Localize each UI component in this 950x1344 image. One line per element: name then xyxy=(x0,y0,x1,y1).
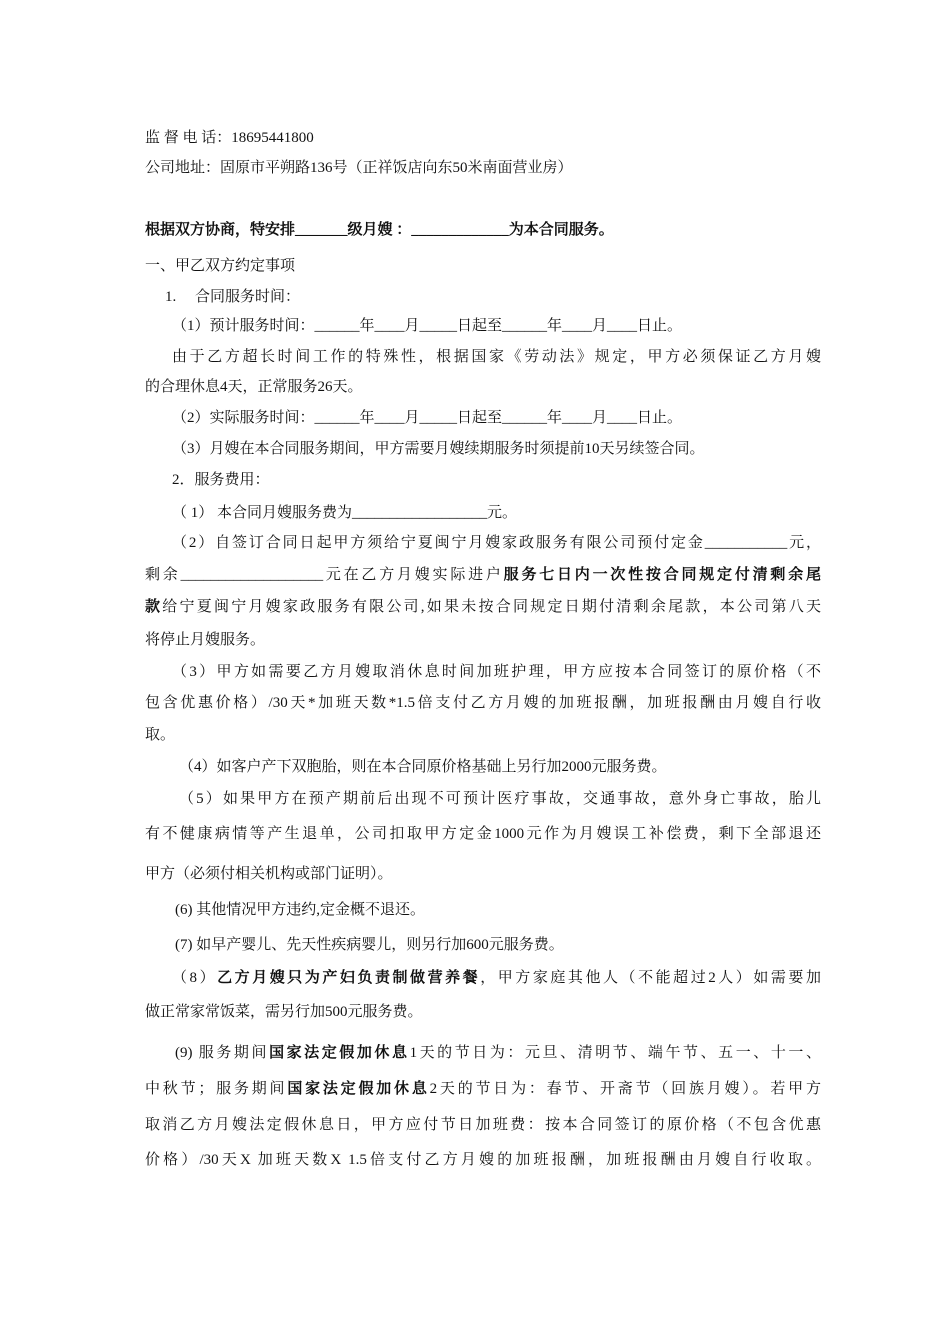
text-line xyxy=(145,789,821,809)
text: 2天的节日为：春节、开斋节（回族月嫂）。若甲方 xyxy=(429,1081,821,1097)
bold-text: 国家法定假加休息 xyxy=(287,1081,430,1097)
text: 价格）/30天X 加班天数X 1.5倍支付乙方月嫂的加班报酬，加班报酬由月嫂自行收取。 xyxy=(145,1152,821,1168)
text: 中秋节；服务期间 xyxy=(145,1081,288,1097)
text: 2．服务费用： xyxy=(172,472,270,488)
text: （3）月嫂在本合同服务期间，甲方需要月嫂续期服务时须提前10天另续签合同。 xyxy=(172,441,705,457)
text: （5）如果甲方在预产期前后出现不可预计医疗事故，交通事故，意外身亡事故，胎儿 xyxy=(179,791,821,807)
text: 给宁夏闽宁月嫂家政服务有限公司,如果未按合同规定日期付清剩余尾款，本公司第八天 xyxy=(162,599,821,615)
text: (6) 其他情况甲方违约,定金概不退还。 xyxy=(175,902,425,918)
text-line xyxy=(145,503,517,523)
text: 监 督 电 话：18695441800 xyxy=(145,130,314,146)
text: （4）如客户产下双胞胎，则在本合同原价格基础上另行加2000元服务费。 xyxy=(179,759,667,775)
text: 包含优惠价格）/30天*加班天数*1.5倍支付乙方月嫂的加班报酬，加班报酬由月嫂自行收 xyxy=(145,695,821,711)
text: 做正常家常饭菜，需另行加500元服务费。 xyxy=(145,1004,423,1020)
text-line xyxy=(145,470,270,490)
text: 一、甲乙双方约定事项 xyxy=(145,258,296,274)
text-line xyxy=(145,220,614,240)
text: 1. 合同服务时间： xyxy=(165,289,301,305)
text: ，甲方家庭其他人（不能超过2人）如需要加 xyxy=(480,970,821,986)
bold-text: 根据双方协商，特安排_______级月嫂 ：_____________为本合同服务。 xyxy=(145,222,614,238)
text: （ 1） 本合同月嫂服务费为__________________元。 xyxy=(172,505,518,521)
text: 剩余___________________元在乙方月嫂实际进户 xyxy=(145,567,504,583)
text-line xyxy=(145,128,314,148)
text-line xyxy=(145,900,425,920)
text: (9) 服务期间 xyxy=(175,1045,270,1061)
text: （3）甲方如需要乙方月嫂取消休息时间加班护理，甲方应按本合同签订的原价格（不 xyxy=(172,664,821,680)
text-line xyxy=(145,968,821,988)
text-line xyxy=(145,533,821,553)
text-line xyxy=(145,408,682,428)
text-line xyxy=(145,1079,821,1099)
text-line xyxy=(145,439,705,459)
text-line xyxy=(145,1115,821,1135)
bold-text: 乙方月嫂只为产妇负责制做营养餐 xyxy=(217,970,481,986)
text: （2）自签订合同日起甲方须给宁夏闽宁月嫂家政服务有限公司预付定金___________元， xyxy=(172,535,821,551)
text-line xyxy=(145,565,821,585)
text-line xyxy=(145,597,821,617)
text: 取消乙方月嫂法定假休息日，甲方应付节日加班费：按本合同签订的原价格（不包含优惠 xyxy=(145,1117,821,1133)
text: 甲方（必须付相关机构或部门证明）。 xyxy=(145,866,393,882)
text-line xyxy=(145,377,363,397)
text: 由于乙方超长时间工作的特殊性，根据国家《劳动法》规定，甲方必须保证乙方月嫂 xyxy=(172,349,821,365)
text: 公司地址：固原市平朔路136号（正祥饭店向东50米南面营业房） xyxy=(145,160,573,176)
text-line xyxy=(145,693,821,713)
text-line xyxy=(145,864,393,884)
text-line xyxy=(145,316,682,336)
text-line xyxy=(145,287,300,307)
text-line xyxy=(145,256,295,276)
text-line xyxy=(145,1043,821,1063)
text-line xyxy=(145,1002,423,1022)
text: 将停止月嫂服务。 xyxy=(145,632,266,648)
text: 取。 xyxy=(145,727,176,743)
bold-text: 服务七日内一次性按合同规定付清剩余尾 xyxy=(503,567,821,583)
text-line xyxy=(145,630,265,650)
text: 有不健康病情等产生退单，公司扣取甲方定金1000元作为月嫂误工补偿费，剩下全部退还 xyxy=(145,826,821,842)
text: （8） xyxy=(172,970,218,986)
text-line xyxy=(145,158,573,178)
text-line xyxy=(145,757,667,777)
text: （1）预计服务时间：______年____月_____日起至______年____月____日止。 xyxy=(172,318,683,334)
text: （2）实际服务时间：______年____月_____日起至______年____月____日止。 xyxy=(172,410,683,426)
text-line xyxy=(145,824,821,844)
text: 1天的节日为：元旦、清明节、端午节、五一、十一、 xyxy=(409,1045,821,1061)
text-line xyxy=(145,347,821,367)
bold-text: 款 xyxy=(145,599,163,615)
text: 的合理休息4天，正常服务26天。 xyxy=(145,379,363,395)
text-line xyxy=(145,1150,821,1170)
text: (7) 如早产婴儿、先天性疾病婴儿，则另行加600元服务费。 xyxy=(175,937,564,953)
text-line xyxy=(145,935,564,955)
text-line xyxy=(145,725,175,745)
text-line xyxy=(145,662,821,682)
bold-text: 国家法定假加休息 xyxy=(269,1045,410,1061)
